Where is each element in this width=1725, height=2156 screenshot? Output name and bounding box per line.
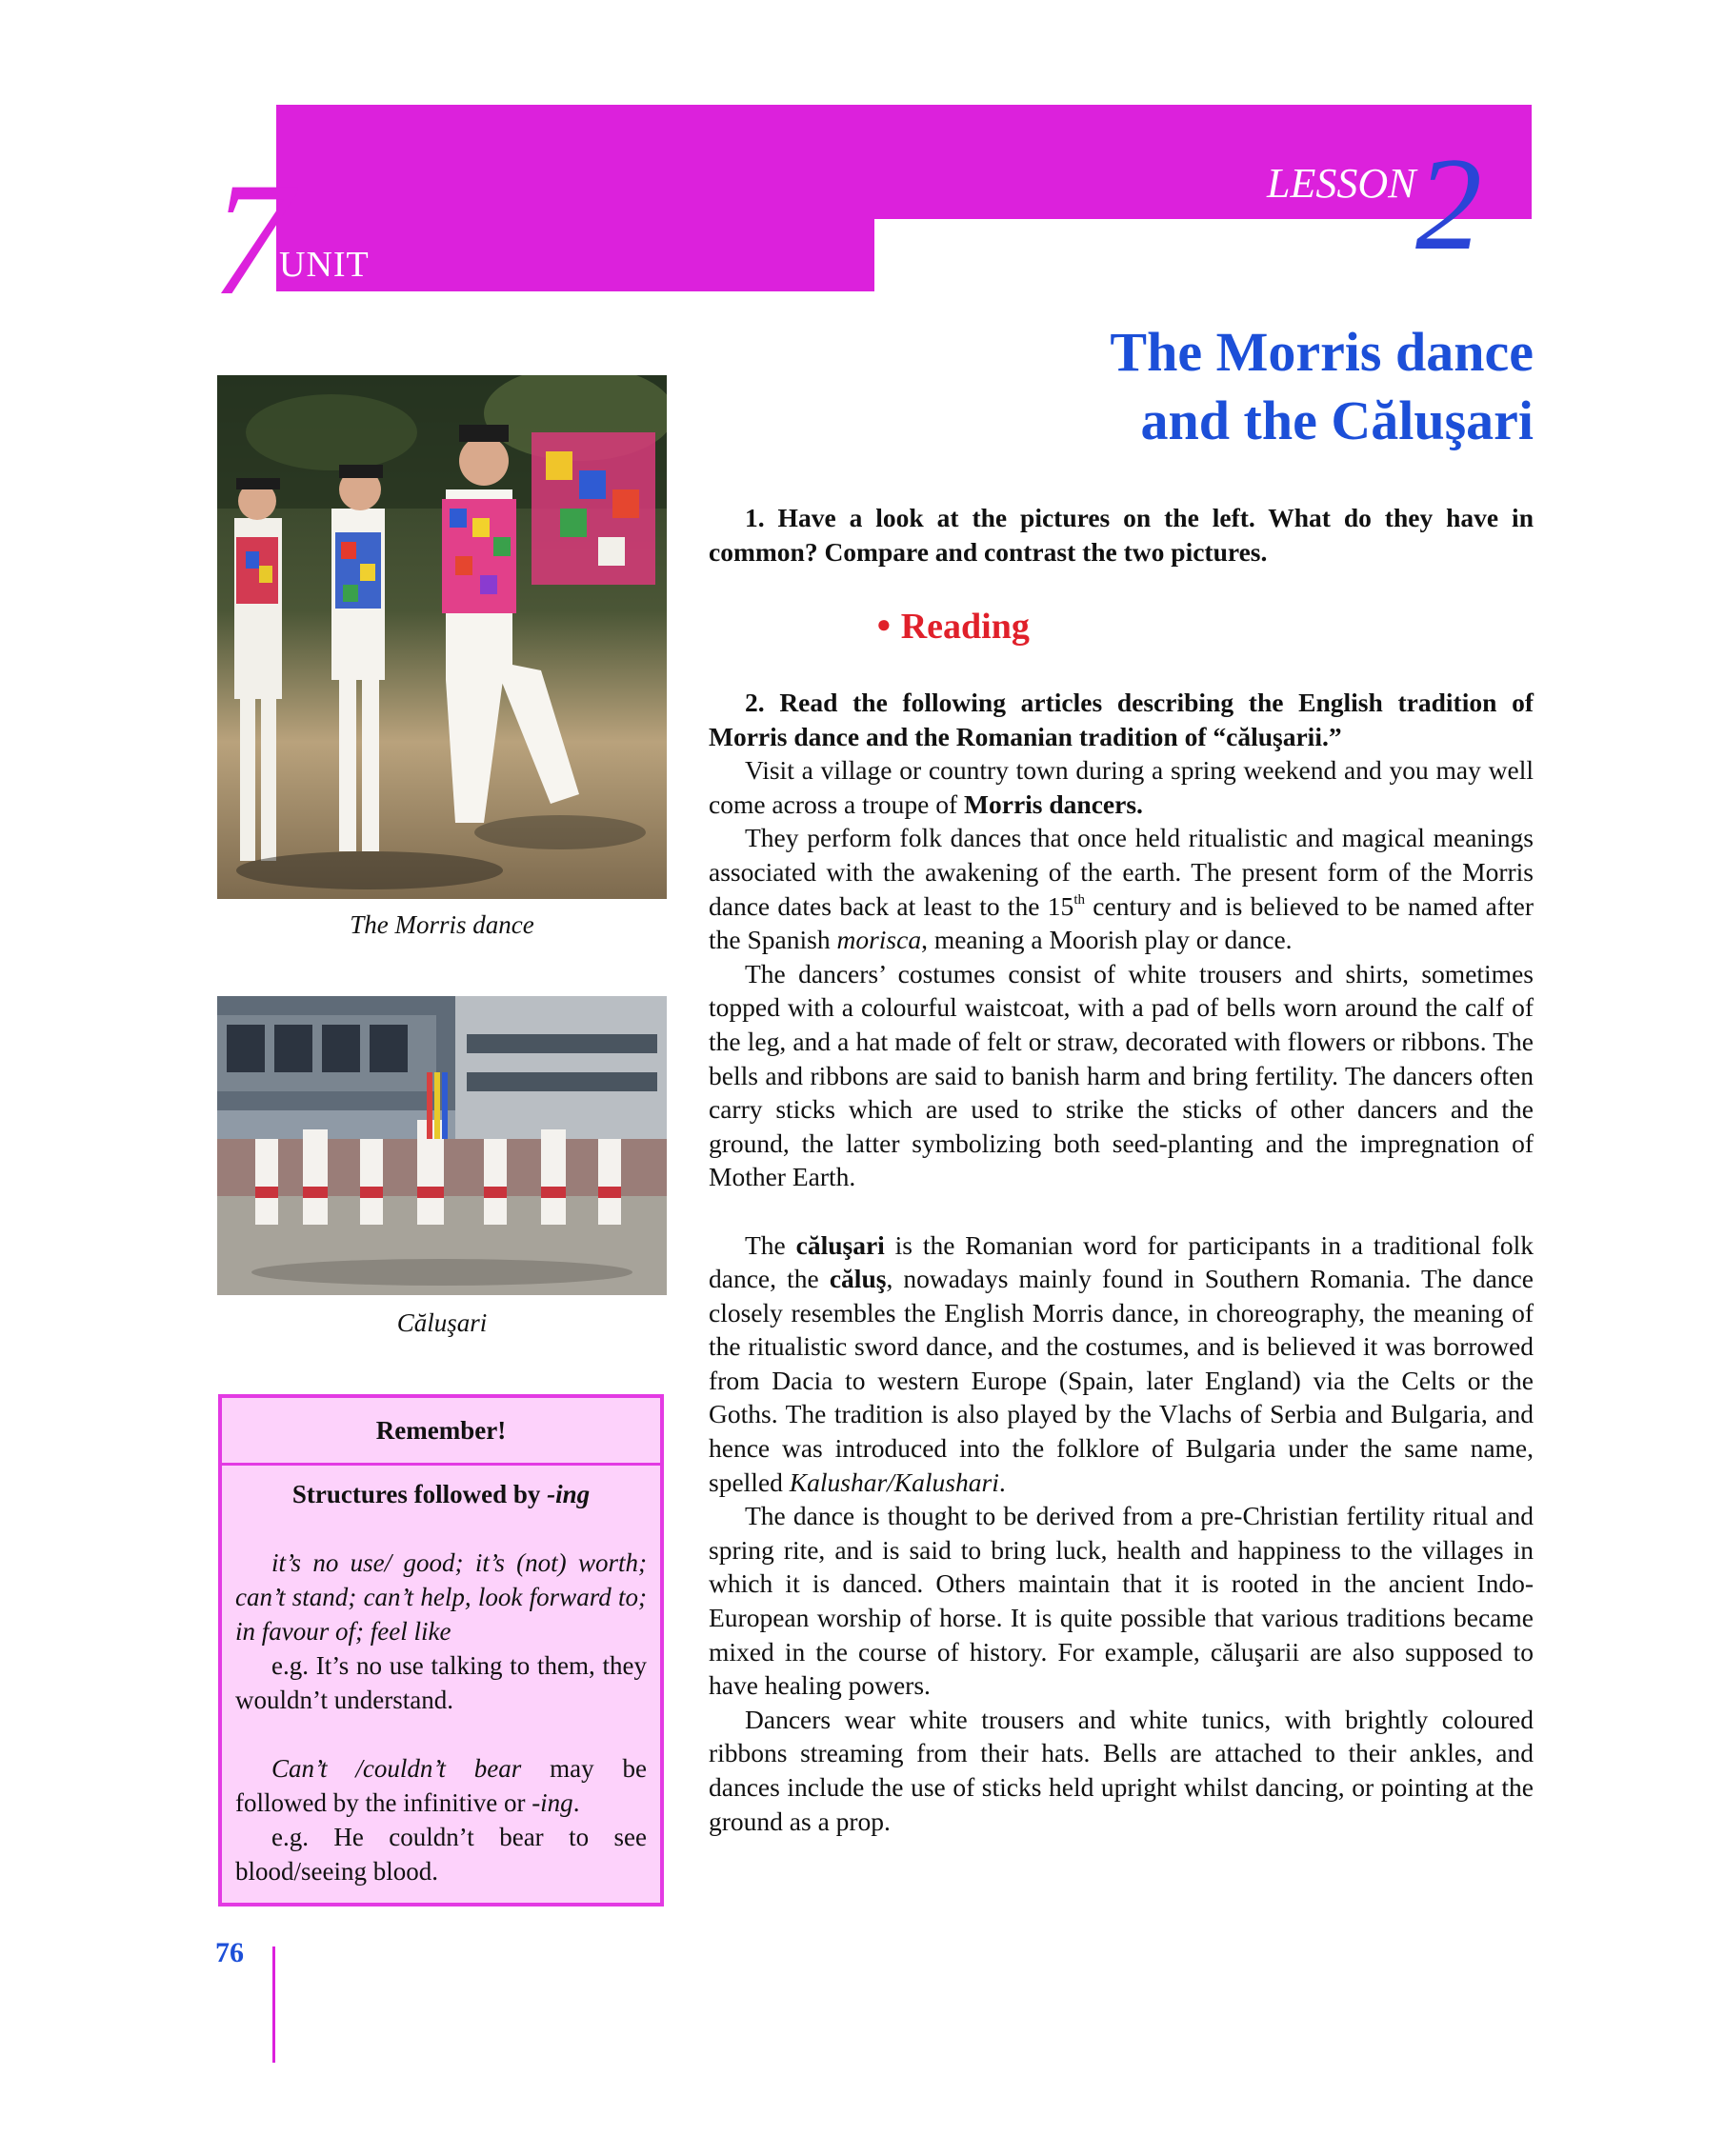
p4-italic: Kalushar/Kalushari bbox=[789, 1467, 999, 1497]
p1-text: Visit a village or country town during a spring weekend and you may well come across a troupe of bbox=[709, 755, 1534, 819]
remember-heading: Remember! bbox=[222, 1398, 660, 1466]
bullet-icon: ● bbox=[876, 610, 892, 638]
p4-text-d: . bbox=[998, 1467, 1006, 1497]
unit-label: UNIT bbox=[279, 245, 370, 285]
p4-text-a: The bbox=[745, 1229, 796, 1260]
article-paragraph-5: The dance is thought to be derived from a pre-Christian fertility ritual and spring rite, and is said to bring luck, health and happiness to the villages in which it is danced. Others maintain that it is rooted in the ancient Indo-European worship of horse. It is quite possible that various traditions became mixed in the course of history. For example, căluşarii are also supposed to have healing powers. bbox=[709, 1501, 1534, 1701]
calusari-caption: Căluşari bbox=[396, 1308, 488, 1337]
subheading-text: Structures followed by bbox=[291, 1480, 548, 1508]
lesson-label: LESSON bbox=[1267, 160, 1416, 207]
reading-label: Reading bbox=[900, 607, 1030, 647]
paragraph-spacer bbox=[709, 1194, 1534, 1228]
remember-phrases bbox=[235, 1546, 647, 1648]
subheading-ing: -ing bbox=[547, 1480, 591, 1508]
p4-bold-2: căluş bbox=[829, 1264, 887, 1294]
remember-example-1: e.g. It’s no use talking to them, they wouldn’t understand. bbox=[235, 1651, 647, 1714]
bear-rest: may be followed by the infinitive or bbox=[235, 1754, 647, 1817]
p4-text-b: is the Romanian word for participants in a traditional folk dance, the bbox=[709, 1229, 1534, 1294]
p1-bold: Morris dancers. bbox=[964, 789, 1143, 819]
bear-end: . bbox=[572, 1788, 580, 1817]
exercise-2-text: 2. Read the following articles describing the English tradition of Morris dance and the Romanian tradition of “căluşarii.” bbox=[709, 688, 1534, 751]
remember-bear-rule bbox=[235, 1751, 647, 1820]
exercise-1 bbox=[709, 501, 1534, 569]
page-number-rule bbox=[272, 1946, 275, 2063]
bear-italic: Can’t /couldn’t bear bbox=[271, 1754, 522, 1783]
p4-text-c: , nowadays mainly found in Southern Romania. The dance closely resembles the English Morris dance, in choreography, the meaning of the ritualistic sword dance, and the costumes, and is believed it was borrowed from Dacia to western Europe (Spain, later England) via the Celts or the Goths. The tradition is also played by the Vlachs of Serbia and Bulgaria, and hence was introduced into the folklore of Bulgaria under the same name, spelled bbox=[709, 1264, 1534, 1497]
remember-box bbox=[218, 1394, 664, 1906]
exercise-1-text: 1. Have a look at the pictures on the left. What do they have in common? Compare and contrast the two pictures. bbox=[709, 503, 1534, 567]
title-line-1: The Morris dance bbox=[1110, 321, 1534, 383]
title-line-2: and the Căluşari bbox=[1140, 389, 1534, 451]
p2-text-c: , meaning a Moorish play or dance. bbox=[921, 925, 1293, 955]
remember-body bbox=[222, 1466, 660, 1888]
calusari-photo bbox=[217, 996, 667, 1295]
article-paragraph-2 bbox=[709, 821, 1534, 956]
lesson-number: 2 bbox=[1415, 130, 1482, 278]
phrases-text: it’s no use/ good; it’s (not) worth; can’t stand; can’t help, look forward to; in favour of; feel like bbox=[235, 1548, 647, 1646]
article-paragraph-1 bbox=[709, 753, 1534, 821]
article-paragraph-4 bbox=[709, 1228, 1534, 1500]
morris-dance-photo bbox=[217, 375, 667, 899]
p4-bold-1: căluşari bbox=[795, 1229, 885, 1260]
p2-italic: morisca bbox=[836, 925, 922, 955]
article-paragraph-6: Dancers wear white trousers and white tunics, with brightly coloured ribbons streaming from their hats. Bells are attached to their ankles, and dances include the use of sticks held upright whilst dancing, or pointing at the ground as a prop. bbox=[709, 1704, 1534, 1836]
remember-subheading bbox=[235, 1477, 647, 1511]
reading-heading bbox=[876, 606, 1030, 648]
remember-example-2: e.g. He couldn’t bear to see blood/seeing blood. bbox=[235, 1823, 647, 1886]
page-number: 76 bbox=[215, 1937, 244, 1968]
p2-text-a: They perform folk dances that once held ritualistic and magical meanings associated with the awakening of the earth. The present form of the Morris dance dates back at least to the 15 bbox=[709, 823, 1534, 921]
p2-sup: th bbox=[1073, 891, 1085, 908]
page-title bbox=[953, 318, 1534, 455]
article bbox=[709, 686, 1534, 1838]
morris-dance-caption: The Morris dance bbox=[350, 910, 534, 939]
bear-ing: -ing bbox=[532, 1788, 573, 1817]
p2-text-b: century and is believed to be named after the Spanish bbox=[709, 890, 1534, 955]
article-paragraph-3: The dancers’ costumes consist of white trousers and shirts, sometimes topped with a colourful waistcoat, with a pad of bells worn around the calf of the leg, and a hat made of felt or straw, decorated with flowers or ribbons. The bells and ribbons are said to banish harm and bring fertility. The dancers often carry sticks which are used to strike the sticks of other dancers and the ground, the latter symbolizing both seed-planting and the impregnation of Mother Earth. bbox=[709, 958, 1534, 1192]
unit-number: 7 bbox=[211, 150, 292, 329]
